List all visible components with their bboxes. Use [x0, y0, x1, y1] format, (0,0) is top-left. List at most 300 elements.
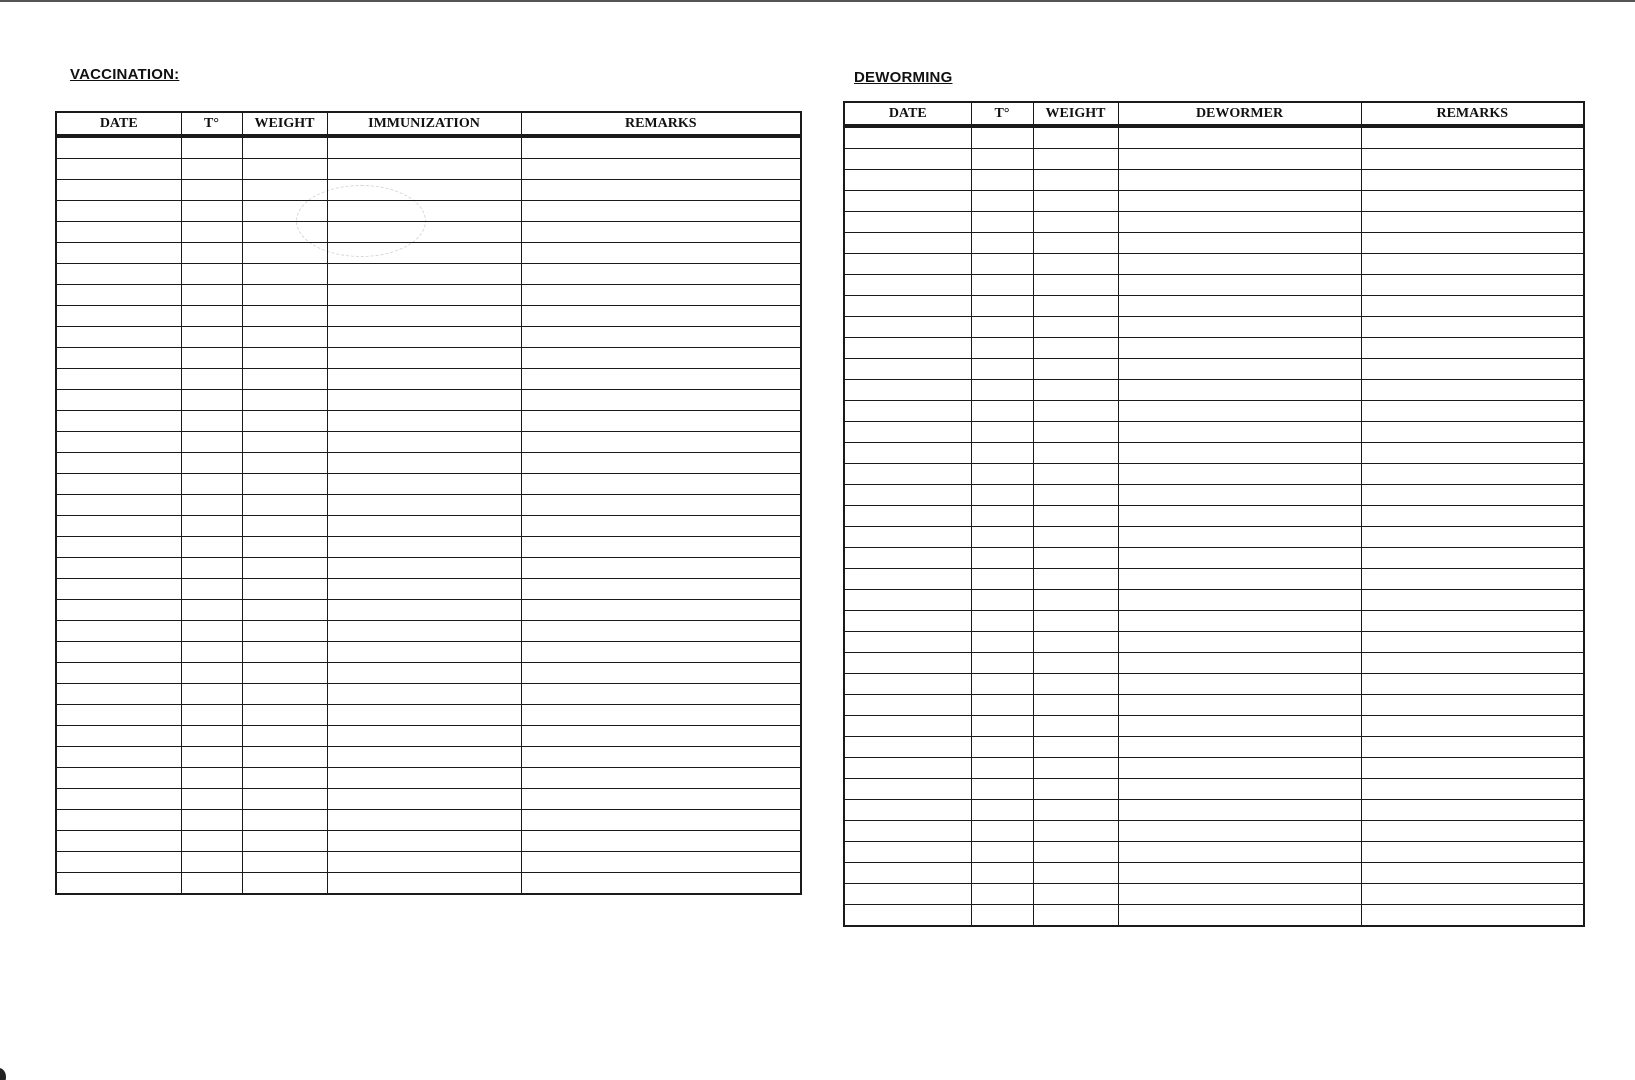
deworming-cell	[844, 695, 971, 716]
deworming-cell	[1361, 233, 1584, 254]
deworming-cell	[844, 674, 971, 695]
deworming-cell	[971, 191, 1033, 212]
vaccination-cell	[56, 285, 181, 306]
vaccination-cell	[521, 348, 801, 369]
vaccination-cell	[521, 243, 801, 264]
vaccination-table-row	[56, 705, 801, 726]
deworming-title: DEWORMING	[854, 69, 953, 86]
deworming-cell	[971, 506, 1033, 527]
deworming-cell	[1033, 863, 1118, 884]
vaccination-cell	[181, 537, 242, 558]
deworming-cell	[844, 548, 971, 569]
deworming-table-row	[844, 170, 1584, 191]
deworming-cell	[1033, 695, 1118, 716]
deworming-cell	[1033, 716, 1118, 737]
vaccination-cell	[181, 516, 242, 537]
vaccination-cell	[327, 159, 521, 180]
vaccination-cell	[181, 201, 242, 222]
vaccination-cell	[181, 684, 242, 705]
deworming-table-row	[844, 401, 1584, 422]
vaccination-cell	[242, 768, 327, 789]
deworming-cell	[844, 485, 971, 506]
deworming-cell	[971, 443, 1033, 464]
deworming-table-row	[844, 317, 1584, 338]
deworming-cell	[1118, 380, 1361, 401]
vaccination-table-row	[56, 222, 801, 243]
deworming-cell	[1118, 254, 1361, 275]
vaccination-cell	[327, 579, 521, 600]
vaccination-table-row	[56, 621, 801, 642]
deworming-table-row	[844, 506, 1584, 527]
deworming-cell	[1118, 464, 1361, 485]
deworming-col-remarks: REMARKS	[1361, 102, 1584, 126]
deworming-table-row	[844, 863, 1584, 884]
vaccination-cell	[56, 537, 181, 558]
deworming-cell	[844, 359, 971, 380]
deworming-cell	[1033, 401, 1118, 422]
deworming-cell	[1361, 401, 1584, 422]
deworming-cell	[1033, 590, 1118, 611]
deworming-cell	[1033, 905, 1118, 927]
deworming-cell	[1361, 590, 1584, 611]
vaccination-cell	[242, 327, 327, 348]
vaccination-cell	[242, 264, 327, 285]
deworming-cell	[1033, 779, 1118, 800]
vaccination-cell	[242, 705, 327, 726]
deworming-cell	[971, 401, 1033, 422]
deworming-cell	[1118, 821, 1361, 842]
vaccination-cell	[327, 411, 521, 432]
vaccination-cell	[327, 852, 521, 873]
deworming-cell	[1361, 569, 1584, 590]
vaccination-cell	[56, 369, 181, 390]
deworming-cell	[1361, 548, 1584, 569]
deworming-cell	[971, 212, 1033, 233]
vaccination-cell	[521, 285, 801, 306]
deworming-cell	[844, 233, 971, 254]
deworming-table	[843, 101, 1585, 927]
deworming-cell	[1361, 800, 1584, 821]
deworming-cell	[1118, 212, 1361, 233]
vaccination-table-row	[56, 264, 801, 285]
vaccination-cell	[521, 411, 801, 432]
deworming-table-row	[844, 821, 1584, 842]
deworming-cell	[844, 758, 971, 779]
vaccination-cell	[327, 726, 521, 747]
deworming-cell	[1118, 590, 1361, 611]
deworming-cell	[844, 863, 971, 884]
deworming-table-row	[844, 653, 1584, 674]
deworming-cell	[971, 338, 1033, 359]
vaccination-table-row	[56, 684, 801, 705]
deworming-cell	[1033, 611, 1118, 632]
deworming-col-temperature: T°	[971, 102, 1033, 126]
vaccination-cell	[327, 474, 521, 495]
deworming-cell	[971, 464, 1033, 485]
vaccination-cell	[327, 600, 521, 621]
vaccination-cell	[56, 474, 181, 495]
deworming-cell	[844, 191, 971, 212]
deworming-cell	[1118, 800, 1361, 821]
vaccination-table-row	[56, 243, 801, 264]
deworming-cell	[1033, 821, 1118, 842]
vaccination-cell	[181, 180, 242, 201]
deworming-cell	[844, 149, 971, 170]
deworming-cell	[1033, 359, 1118, 380]
vaccination-cell	[181, 852, 242, 873]
deworming-cell	[844, 506, 971, 527]
deworming-cell	[844, 590, 971, 611]
deworming-cell	[1118, 191, 1361, 212]
deworming-cell	[1361, 821, 1584, 842]
deworming-cell	[1118, 905, 1361, 927]
vaccination-cell	[56, 390, 181, 411]
vaccination-cell	[327, 201, 521, 222]
vaccination-cell	[242, 600, 327, 621]
vaccination-table-row	[56, 453, 801, 474]
deworming-cell	[971, 821, 1033, 842]
vaccination-cell	[521, 495, 801, 516]
vaccination-cell	[181, 453, 242, 474]
vaccination-cell	[56, 768, 181, 789]
deworming-cell	[971, 737, 1033, 758]
vaccination-cell	[56, 264, 181, 285]
deworming-cell	[1118, 863, 1361, 884]
deworming-cell	[1361, 527, 1584, 548]
vaccination-cell	[327, 390, 521, 411]
deworming-cell	[971, 884, 1033, 905]
vaccination-cell	[327, 621, 521, 642]
vaccination-cell	[56, 600, 181, 621]
vaccination-cell	[521, 159, 801, 180]
deworming-cell	[1361, 674, 1584, 695]
vaccination-cell	[327, 432, 521, 453]
deworming-cell	[844, 884, 971, 905]
deworming-cell	[1033, 443, 1118, 464]
vaccination-cell	[181, 243, 242, 264]
deworming-cell	[1118, 716, 1361, 737]
vaccination-cell	[56, 243, 181, 264]
deworming-cell	[971, 758, 1033, 779]
deworming-cell	[1361, 422, 1584, 443]
deworming-cell	[1361, 485, 1584, 506]
deworming-cell	[1361, 695, 1584, 716]
vaccination-cell	[56, 789, 181, 810]
vaccination-cell	[242, 136, 327, 159]
deworming-cell	[844, 422, 971, 443]
vaccination-cell	[242, 621, 327, 642]
deworming-cell	[1033, 275, 1118, 296]
deworming-table-row	[844, 842, 1584, 863]
vaccination-table	[55, 111, 802, 895]
deworming-table-row	[844, 611, 1584, 632]
vaccination-cell	[327, 369, 521, 390]
deworming-cell	[1361, 380, 1584, 401]
deworming-cell	[844, 338, 971, 359]
deworming-cell	[1361, 716, 1584, 737]
deworming-cell	[1118, 632, 1361, 653]
deworming-cell	[1118, 527, 1361, 548]
deworming-cell	[1118, 758, 1361, 779]
vaccination-table-row	[56, 159, 801, 180]
vaccination-cell	[181, 768, 242, 789]
deworming-table-row	[844, 233, 1584, 254]
deworming-cell	[1118, 485, 1361, 506]
vaccination-cell	[327, 831, 521, 852]
deworming-table-row	[844, 212, 1584, 233]
scan-blot	[0, 1068, 6, 1080]
deworming-cell	[1033, 485, 1118, 506]
vaccination-cell	[181, 663, 242, 684]
deworming-cell	[1033, 674, 1118, 695]
vaccination-header-row	[56, 112, 801, 136]
vaccination-cell	[242, 642, 327, 663]
vaccination-cell	[521, 642, 801, 663]
deworming-cell	[1118, 884, 1361, 905]
vaccination-cell	[242, 369, 327, 390]
vaccination-cell	[521, 201, 801, 222]
deworming-cell	[844, 317, 971, 338]
vaccination-table-row	[56, 663, 801, 684]
deworming-cell	[971, 254, 1033, 275]
deworming-cell	[1118, 149, 1361, 170]
vaccination-cell	[56, 432, 181, 453]
vaccination-cell	[242, 873, 327, 895]
deworming-cell	[1361, 611, 1584, 632]
deworming-cell	[971, 590, 1033, 611]
deworming-table-row	[844, 758, 1584, 779]
deworming-cell	[1033, 212, 1118, 233]
vaccination-cell	[521, 852, 801, 873]
deworming-cell	[1361, 632, 1584, 653]
deworming-cell	[1118, 338, 1361, 359]
vaccination-cell	[327, 136, 521, 159]
vaccination-cell	[242, 222, 327, 243]
vaccination-cell	[242, 180, 327, 201]
vaccination-cell	[327, 327, 521, 348]
vaccination-cell	[521, 600, 801, 621]
vaccination-cell	[242, 684, 327, 705]
vaccination-table-row	[56, 642, 801, 663]
vaccination-cell	[521, 873, 801, 895]
deworming-cell	[1361, 758, 1584, 779]
deworming-cell	[1361, 905, 1584, 927]
vaccination-cell	[521, 831, 801, 852]
vaccination-cell	[327, 663, 521, 684]
vaccination-cell	[56, 201, 181, 222]
vaccination-cell	[181, 390, 242, 411]
vaccination-cell	[242, 348, 327, 369]
deworming-cell	[844, 296, 971, 317]
vaccination-cell	[181, 810, 242, 831]
vaccination-cell	[242, 726, 327, 747]
deworming-cell	[1361, 338, 1584, 359]
deworming-cell	[971, 800, 1033, 821]
vaccination-body	[56, 136, 801, 894]
deworming-cell	[1361, 863, 1584, 884]
deworming-cell	[971, 716, 1033, 737]
vaccination-cell	[56, 663, 181, 684]
vaccination-cell	[242, 390, 327, 411]
vaccination-cell	[327, 705, 521, 726]
vaccination-cell	[242, 306, 327, 327]
deworming-cell	[1361, 126, 1584, 149]
vaccination-cell	[327, 495, 521, 516]
deworming-cell	[971, 170, 1033, 191]
vaccination-cell	[521, 369, 801, 390]
vaccination-title: VACCINATION:	[70, 66, 180, 83]
deworming-cell	[1361, 464, 1584, 485]
vaccination-cell	[56, 810, 181, 831]
vaccination-cell	[56, 495, 181, 516]
vaccination-cell	[521, 810, 801, 831]
vaccination-table-row	[56, 348, 801, 369]
deworming-table-row	[844, 569, 1584, 590]
vaccination-cell	[242, 558, 327, 579]
vaccination-cell	[181, 348, 242, 369]
deworming-cell	[1118, 401, 1361, 422]
deworming-cell	[1361, 170, 1584, 191]
deworming-cell	[844, 716, 971, 737]
deworming-cell	[844, 254, 971, 275]
deworming-table-row	[844, 464, 1584, 485]
deworming-cell	[844, 380, 971, 401]
deworming-cell	[1118, 548, 1361, 569]
vaccination-cell	[181, 726, 242, 747]
deworming-cell	[844, 842, 971, 863]
vaccination-table-row	[56, 136, 801, 159]
deworming-cell	[1118, 233, 1361, 254]
deworming-table-row	[844, 380, 1584, 401]
deworming-cell	[1118, 443, 1361, 464]
vaccination-table-row	[56, 495, 801, 516]
vaccination-table-row	[56, 600, 801, 621]
deworming-cell	[971, 317, 1033, 338]
vaccination-table-row	[56, 201, 801, 222]
deworming-cell	[844, 821, 971, 842]
deworming-table-row	[844, 737, 1584, 758]
vaccination-table-row	[56, 306, 801, 327]
deworming-table-row	[844, 905, 1584, 927]
vaccination-cell	[521, 390, 801, 411]
vaccination-cell	[56, 453, 181, 474]
deworming-cell	[1033, 170, 1118, 191]
deworming-cell	[844, 653, 971, 674]
deworming-cell	[1118, 422, 1361, 443]
vaccination-cell	[521, 306, 801, 327]
vaccination-cell	[242, 663, 327, 684]
vaccination-cell	[181, 705, 242, 726]
deworming-cell	[844, 737, 971, 758]
vaccination-cell	[181, 789, 242, 810]
vaccination-cell	[56, 222, 181, 243]
deworming-cell	[1033, 380, 1118, 401]
vaccination-cell	[181, 600, 242, 621]
vaccination-cell	[327, 306, 521, 327]
vaccination-cell	[242, 432, 327, 453]
vaccination-cell	[521, 684, 801, 705]
vaccination-cell	[56, 516, 181, 537]
vaccination-cell	[327, 558, 521, 579]
vaccination-cell	[521, 516, 801, 537]
vaccination-cell	[56, 327, 181, 348]
vaccination-cell	[181, 873, 242, 895]
deworming-cell	[1361, 842, 1584, 863]
vaccination-table-row	[56, 432, 801, 453]
deworming-cell	[971, 863, 1033, 884]
deworming-cell	[844, 569, 971, 590]
vaccination-table-row	[56, 852, 801, 873]
vaccination-cell	[327, 516, 521, 537]
vaccination-cell	[181, 327, 242, 348]
deworming-cell	[971, 632, 1033, 653]
vaccination-cell	[521, 663, 801, 684]
deworming-table-row	[844, 275, 1584, 296]
deworming-cell	[1118, 506, 1361, 527]
deworming-cell	[1118, 126, 1361, 149]
vaccination-cell	[181, 831, 242, 852]
deworming-cell	[971, 695, 1033, 716]
deworming-cell	[971, 842, 1033, 863]
vaccination-cell	[242, 453, 327, 474]
vaccination-table-row	[56, 726, 801, 747]
vaccination-table-row	[56, 747, 801, 768]
deworming-cell	[1033, 317, 1118, 338]
vaccination-cell	[181, 579, 242, 600]
vaccination-table-row	[56, 180, 801, 201]
vaccination-cell	[327, 537, 521, 558]
vaccination-cell	[181, 495, 242, 516]
deworming-body	[844, 126, 1584, 926]
vaccination-cell	[521, 264, 801, 285]
vaccination-cell	[327, 684, 521, 705]
vaccination-cell	[56, 726, 181, 747]
deworming-cell	[1118, 842, 1361, 863]
vaccination-cell	[56, 831, 181, 852]
deworming-cell	[844, 212, 971, 233]
vaccination-cell	[181, 642, 242, 663]
deworming-table-row	[844, 191, 1584, 212]
vaccination-cell	[521, 453, 801, 474]
vaccination-cell	[181, 222, 242, 243]
vaccination-col-immunization: IMMUNIZATION	[327, 112, 521, 136]
vaccination-cell	[242, 852, 327, 873]
deworming-table-row	[844, 422, 1584, 443]
deworming-cell	[1118, 695, 1361, 716]
vaccination-table-row	[56, 411, 801, 432]
vaccination-cell	[181, 411, 242, 432]
vaccination-cell	[56, 558, 181, 579]
vaccination-cell	[521, 432, 801, 453]
vaccination-cell	[521, 474, 801, 495]
vaccination-cell	[327, 243, 521, 264]
deworming-cell	[1361, 884, 1584, 905]
vaccination-col-remarks: REMARKS	[521, 112, 801, 136]
vaccination-cell	[56, 621, 181, 642]
deworming-table-row	[844, 527, 1584, 548]
vaccination-cell	[242, 243, 327, 264]
vaccination-table-row	[56, 558, 801, 579]
deworming-cell	[844, 401, 971, 422]
deworming-cell	[844, 611, 971, 632]
vaccination-cell	[56, 306, 181, 327]
vaccination-cell	[181, 264, 242, 285]
vaccination-cell	[56, 180, 181, 201]
deworming-cell	[971, 569, 1033, 590]
deworming-cell	[1033, 548, 1118, 569]
deworming-cell	[971, 527, 1033, 548]
deworming-table-row	[844, 359, 1584, 380]
